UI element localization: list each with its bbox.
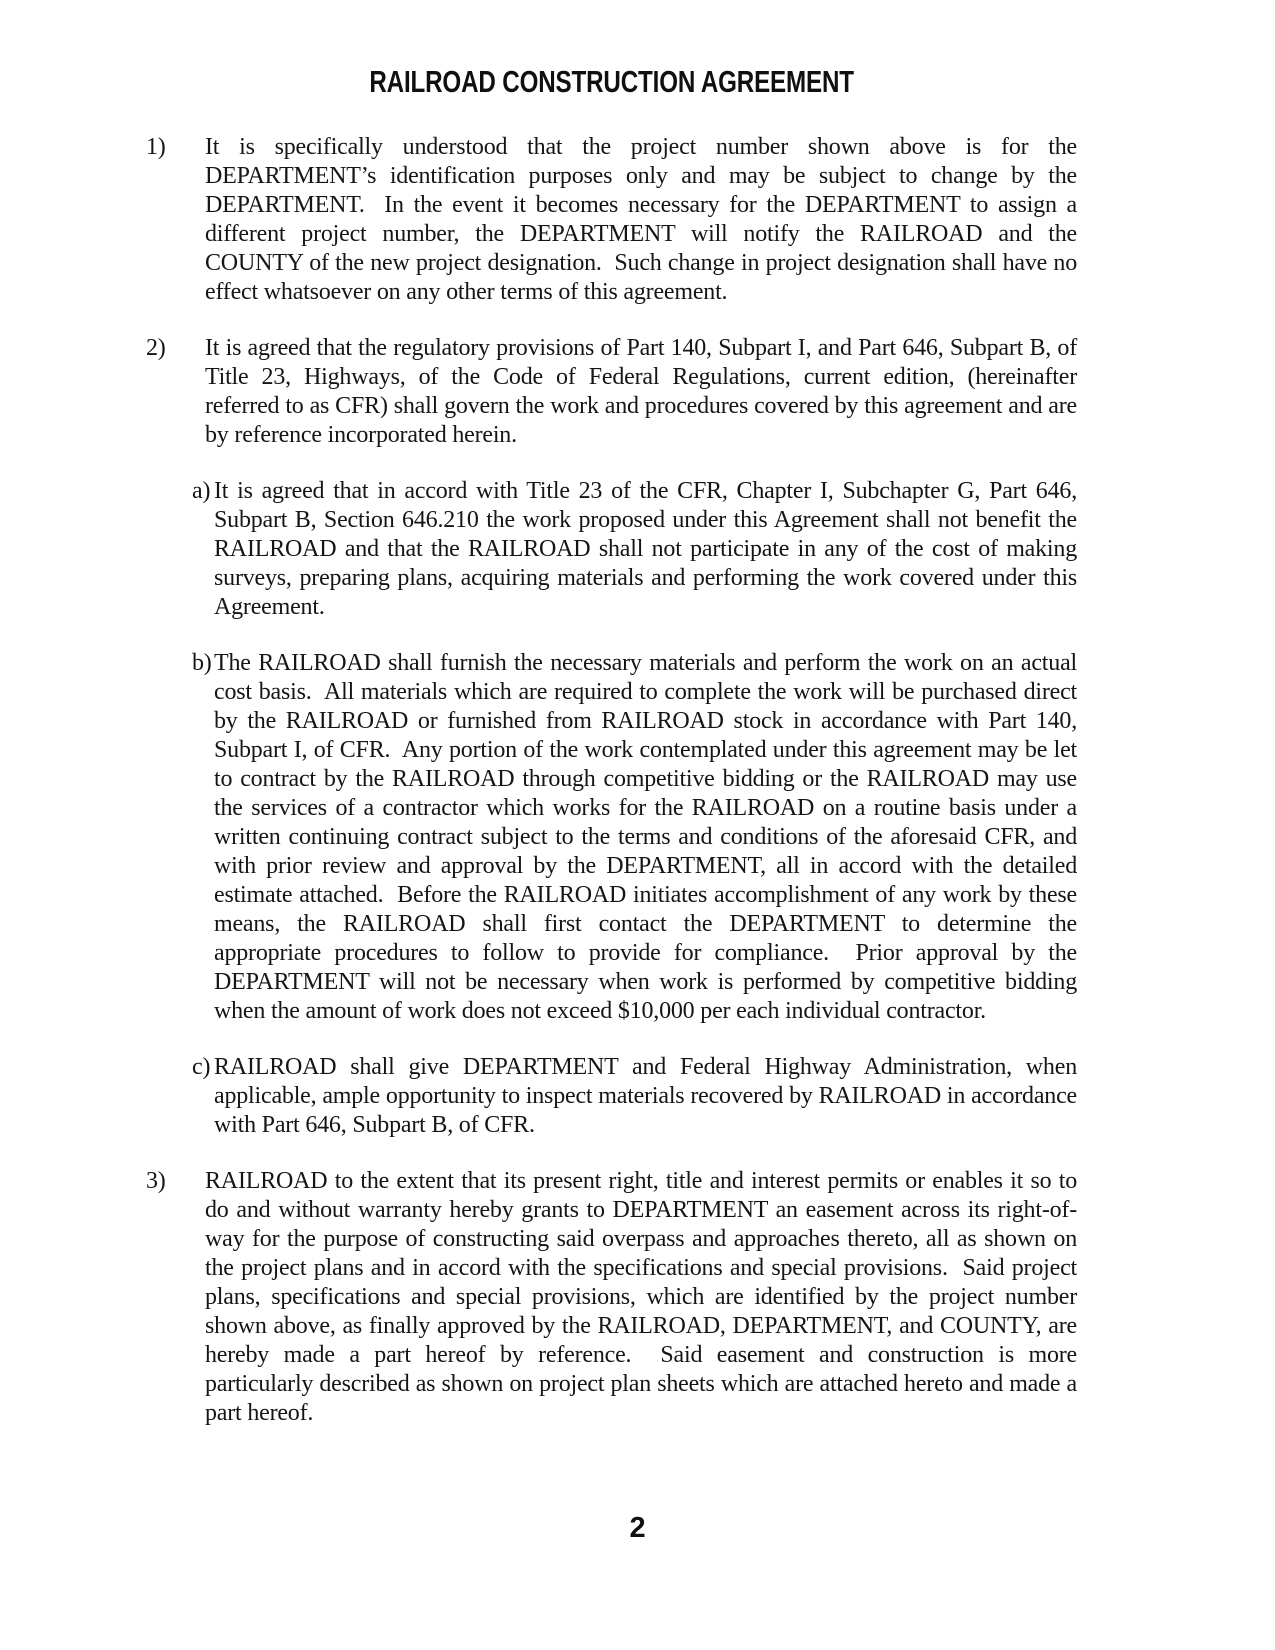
item-text: RAILROAD to the extent that its present right, title and interest permits or enables it so to do and without warranty hereby grants to DEPARTMENT an easement across its right-of-way for the purpose of constructing said overpass and approaches thereto, all as shown on the project plans and in accord with the specifications and special provisions. Said project plans, specifications and special provisions, which are identified by the project number shown above, as finally approved by the RAILROAD, DEPARTMENT, and COUNTY, are hereby made a part hereof by reference. Said easement and construction is more particularly described as shown on project plan sheets which are attached hereto and made a part hereof. [205,1168,1083,1426]
item-text: It is agreed that the regulatory provisions of Part 140, Subpart I, and Part 646, Subpart B, of Title 23, Highways, of the Code of Federal Regulations, current edition, (hereinafter referred to as CFR) shall govern the work and procedures covered by this agreement and are by reference incorporated herein. [205,335,1083,448]
page-title-text: RAILROAD CONSTRUCTION AGREEMENT [369,64,854,99]
list-item-3 [146,1167,1083,1428]
list-item-1 [146,133,1083,307]
agreement-body [146,133,1083,1428]
sub-item-b [146,649,1083,1026]
sub-item-letter-label: a) [192,478,211,504]
sub-item-letter-label: b) [192,650,212,676]
sub-item-letter-label: c) [192,1054,211,1080]
list-item-2 [146,334,1083,450]
item-number-label: 3) [146,1168,166,1194]
sub-item-a [146,477,1083,622]
sub-item-c [146,1053,1083,1140]
page-title [146,64,1077,100]
item-text: It is specifically understood that the project number shown above is for the DEPARTMENT’s identification purposes only and may be subject to change by the DEPARTMENT. In the event it becomes necessary for the DEPARTMENT to assign a different project number, the DEPARTMENT will notify the RAILROAD and the COUNTY of the new project designation. Such change in project designation shall have no effect whatsoever on any other terms of this agreement. [205,134,1083,305]
sub-item-text: It is agreed that in accord with Title 23 of the CFR, Chapter I, Subchapter G, Part 646, Subpart B, Section 646.210 the work proposed under this Agreement shall not benefit the RAILROAD and that the RAILROAD shall not participate in any of the cost of making surveys, preparing plans, acquiring materials and performing the work covered under this Agreement. [214,478,1083,620]
item-number-label: 2) [146,335,166,361]
sub-item-text: RAILROAD shall give DEPARTMENT and Federal Highway Administration, when applicable, ample opportunity to inspect materials recovered by RAILROAD in accordance with Part 646, Subpart B, of CFR. [214,1054,1083,1138]
page-number: 2 [629,1512,646,1544]
item-number-label: 1) [146,134,166,160]
sub-item-text: The RAILROAD shall furnish the necessary materials and perform the work on an actual cost basis. All materials which are required to complete the work will be purchased direct by the RAILROAD or furnished from RAILROAD stock in accordance with Part 140, Subpart I, of CFR. Any portion of the work contemplated under this agreement may be let to contract by the RAILROAD through competitive bidding or the RAILROAD may use the services of a contractor which works for the RAILROAD on a routine basis under a written continuing contract subject to the terms and conditions of the aforesaid CFR, and with prior review and approval by the DEPARTMENT, all in accord with the detailed estimate attached. Before the RAILROAD initiates accomplishment of any work by these means, the RAILROAD shall first contact the DEPARTMENT to determine the appropriate procedures to follow to provide for compliance. Prior approval by the DEPARTMENT will not be necessary when work is performed by competitive bidding when the amount of work does not exceed $10,000 per each individual contractor. [214,650,1083,1024]
